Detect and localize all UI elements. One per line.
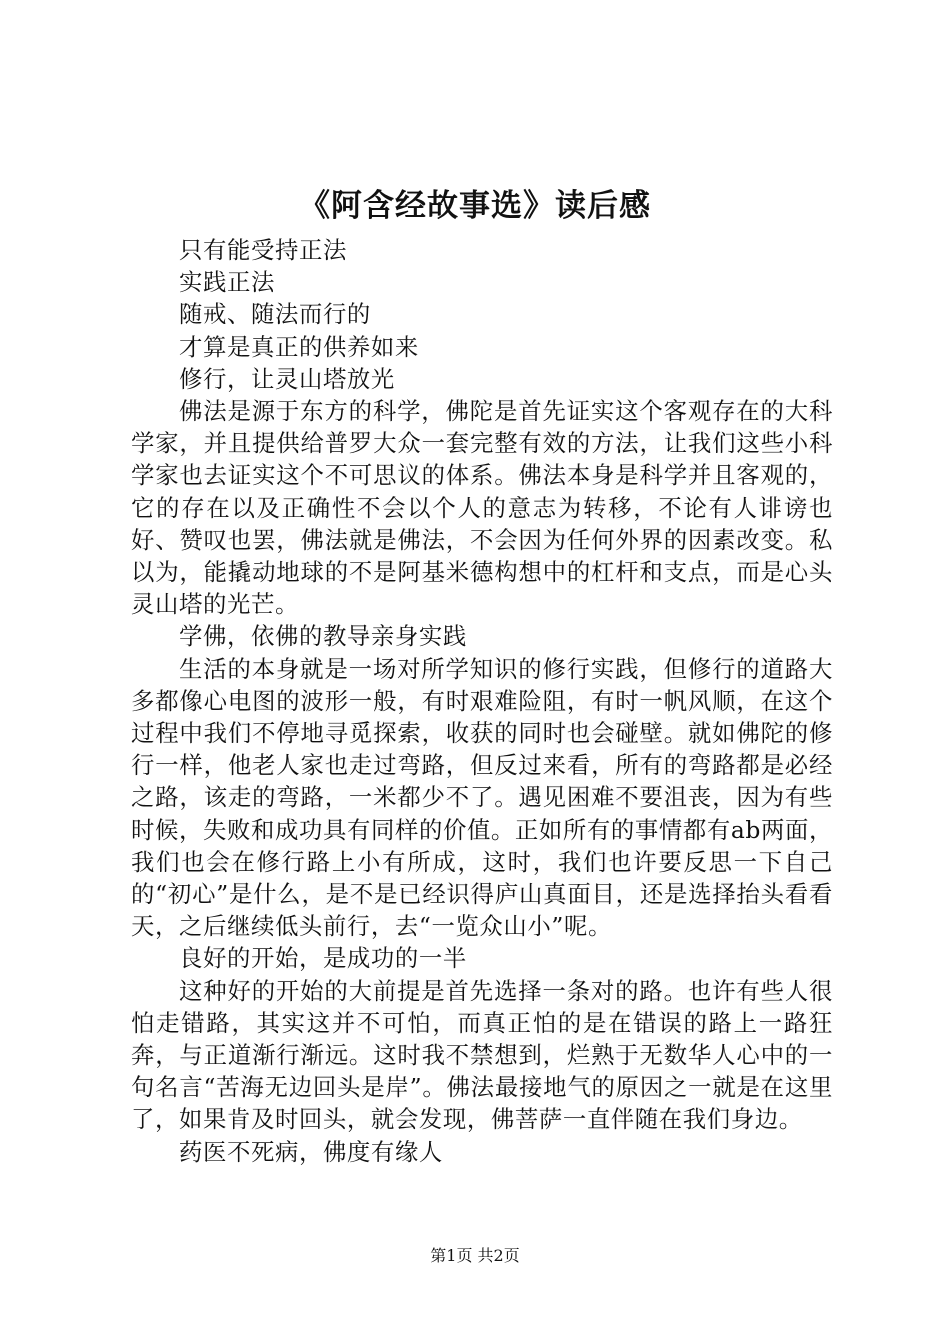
paragraph: 这种好的开始的大前提是首先选择一条对的路。也许有些人很怕走错路，其实这并不可怕，而真正怕的是在错误的路上一路狂奔，与正道渐行渐远。这时我不禁想到，烂熟于无数华人心中的一句名言“苦海无边回头是岸”。佛法最接地气的原因之一就是在这里了，如果肯及时回头，就会发现，佛菩萨一直伴随在我们身边。 [131, 976, 833, 1134]
document-body [131, 234, 833, 1168]
document-title: 《阿含经故事选》读后感 [299, 188, 651, 224]
page-number-footer: 第1页 共2页 [430, 1246, 520, 1265]
paragraph: 实践正法 [179, 268, 275, 297]
section-heading: 药医不死病，佛度有缘人 [179, 1137, 443, 1166]
section-heading: 学佛，依佛的教导亲身实践 [179, 622, 467, 651]
paragraph: 生活的本身就是一场对所学知识的修行实践，但修行的道路大多都像心电图的波形一般，有时艰难险阻，有时一帆风顺，在这个过程中我们不停地寻觅探索，收获的同时也会碰壁。就如佛陀的修行一样，他老人家也走过弯路，但反过来看，所有的弯路都是必经之路，该走的弯路，一米都少不了。遇见困难不要沮丧，因为有些时候，失败和成功具有同样的价值。正如所有的事情都有ab两面，我们也会在修行路上小有所成，这时，我们也许要反思一下自己的“初心”是什么，是不是已经识得庐山真面目，还是选择抬头看看天，之后继续低头前行，去“一览众山小”呢。 [131, 654, 833, 941]
paragraph: 只有能受持正法 [179, 236, 347, 264]
paragraph: 佛法是源于东方的科学，佛陀是首先证实这个客观存在的大科学家，并且提供给普罗大众一套完整有效的方法，让我们这些小科学家也去证实这个不可思议的体系。佛法本身是科学并且客观的，它的存在以及正确性不会以个人的意志为转移，不论有人诽谤也好、赞叹也罢，佛法就是佛法，不会因为任何外界的因素改变。私以为，能撬动地球的不是阿基米德构想中的杠杆和支点，而是心头灵山塔的光芒。 [131, 397, 833, 619]
paragraph: 才算是真正的供养如来 [179, 332, 419, 361]
section-heading: 良好的开始，是成功的一半 [179, 944, 467, 973]
paragraph: 随戒、随法而行的 [179, 300, 371, 329]
section-heading: 修行，让灵山塔放光 [179, 364, 395, 393]
